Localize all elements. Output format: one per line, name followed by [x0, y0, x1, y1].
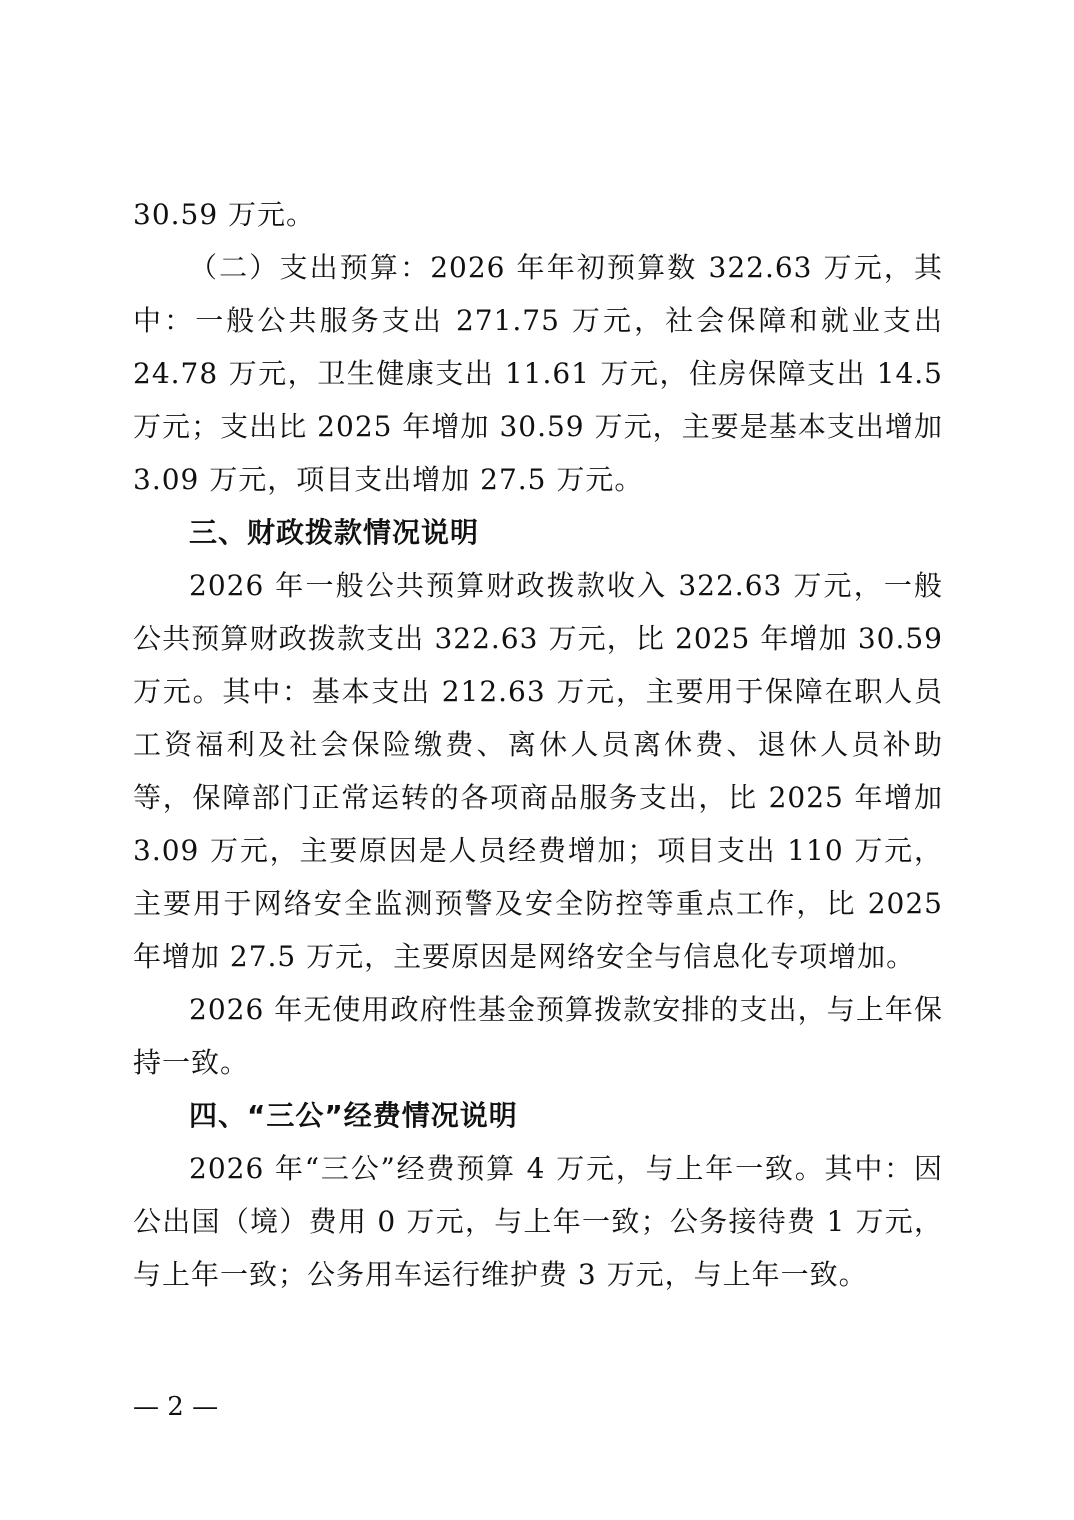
- paragraph-expenditure-budget: （二）支出预算：2026 年年初预算数 322.63 万元，其中：一般公共服务支出 271.75 万元，社会保障和就业支出 24.78 万元，卫生健康支出 11.61 万元，住房保障支出 14.5 万元；支出比 2025 年增加 30.59 万元，主要是基本支出增加 3.09 万元，项目支出增加 27.5 万元。: [133, 251, 943, 496]
- paragraph-three-public-expenses: 2026 年“三公”经费预算 4 万元，与上年一致。其中：因公出国（境）费用 0 万元，与上年一致；公务接待费 1 万元，与上年一致；公务用车运行维护费 3 万元，与上年一致。: [133, 1152, 943, 1291]
- section-heading-fiscal-appropriation: 三、财政拨款情况说明: [189, 516, 480, 549]
- document-body: [133, 188, 943, 1301]
- paragraph-government-fund: 2026 年无使用政府性基金预算拨款安排的支出，与上年保持一致。: [133, 993, 943, 1079]
- paragraph-fiscal-appropriation: 2026 年一般公共预算财政拨款收入 322.63 万元，一般公共预算财政拨款支出 322.63 万元，比 2025 年增加 30.59 万元。其中：基本支出 212.63 万元，主要用于保障在职人员工资福利及社会保险缴费、离休人员离休费、退休人员补助等，保障部门正常运转的各项商品服务支出，比 2025 年增加 3.09 万元，主要原因是人员经费增加；项目支出 110 万元，主要用于网络安全监测预警及安全防控等重点工作，比 2025 年增加 27.5 万元，主要原因是网络安全与信息化专项增加。: [133, 569, 943, 973]
- paragraph-continuation: 30.59 万元。: [133, 198, 316, 231]
- section-heading-three-public-expenses: 四、“三公”经费情况说明: [189, 1099, 518, 1132]
- page-number: — 2 —: [133, 1392, 219, 1422]
